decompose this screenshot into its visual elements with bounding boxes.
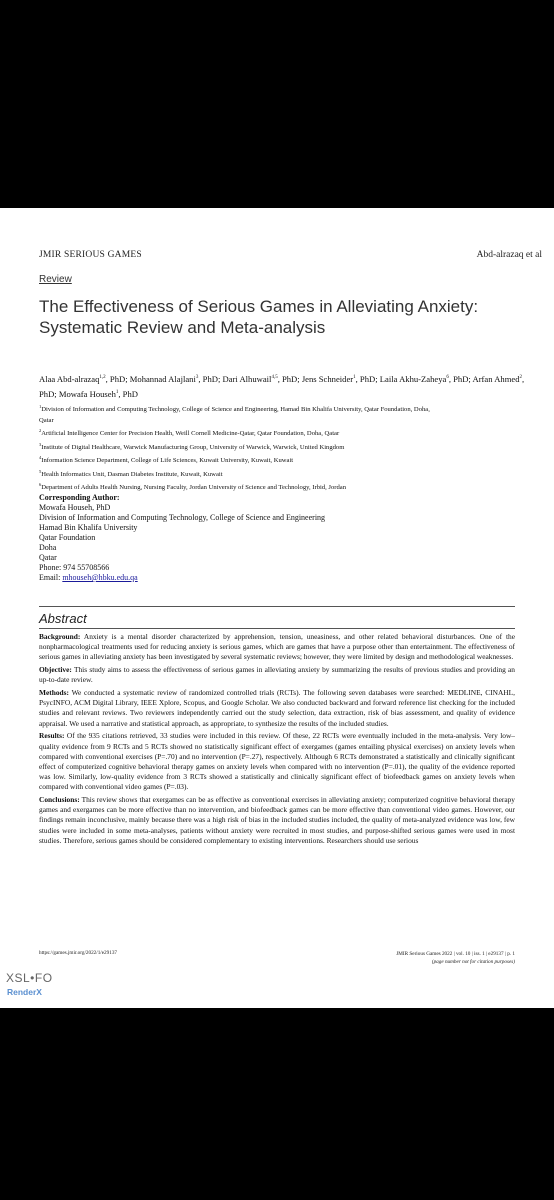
section-text: This review shows that exergames can be as effective as conventional exercises in alleviating anxiety; computerized cognitive behavioral therapy games and exergames can be more effective than no intervention, and biofeedback games can be more effective than conventional video games. However, our findings remain inconclusive, mainly because there was a high risk of bias in the included studies included, the quality of meta-analyzed evidence was low, few studies were included in some meta-analyses, patients without anxiety were recruited in most studies, and purpose-shifted serious games were used in most studies. Therefore, serious games should be considered complementary to existing interventions. Researchers should use serious xyxy=(39,795,515,845)
author-name: Jens Schneider xyxy=(301,374,354,384)
abstract-background xyxy=(39,632,515,663)
author-suffix: , PhD xyxy=(118,389,138,399)
section-label: Conclusions: xyxy=(39,795,80,805)
section-label: Background: xyxy=(39,632,81,641)
author-suffix: , PhD; xyxy=(39,374,525,399)
author-affil-sup: 1 xyxy=(115,390,119,395)
author-suffix: , PhD; xyxy=(355,374,380,384)
affiliation-list xyxy=(39,402,529,494)
abstract-top-rule xyxy=(39,606,515,607)
title-line-1: The Effectiveness of Serious Games in Alleviating Anxiety: xyxy=(39,297,479,316)
affiliation-item xyxy=(39,440,529,454)
author-affil-sup: 4,5 xyxy=(271,375,278,380)
corresponding-line: Doha xyxy=(39,543,57,552)
affiliation-item xyxy=(39,480,529,494)
affiliation-item xyxy=(39,453,529,467)
author-affil-sup: 1 xyxy=(353,375,356,380)
corresponding-line: Mowafa Househ, PhD xyxy=(39,503,111,512)
affiliation-text: Division of Information and Computing Technology, College of Science and Engineering, Hamad Bin Khalifa University, Qatar Foundation, Doha, xyxy=(41,406,430,413)
author-name: Laila Akhu-Zaheya xyxy=(379,374,447,384)
author-name: Arfan Ahmed xyxy=(472,374,520,384)
title-line-2: Systematic Review and Meta-analysis xyxy=(39,318,326,337)
affiliation-text: Institute of Digital Healthcare, Warwick Manufacturing Group, University of Warwick, Warwick, United Kingdom xyxy=(41,443,345,451)
author-name: Alaa Abd-alrazaq xyxy=(39,374,100,384)
article-title xyxy=(39,296,509,338)
affiliation-number: 3 xyxy=(39,441,42,447)
author-affil-sup: 1,2 xyxy=(99,375,106,380)
corresponding-line: Qatar xyxy=(39,553,57,562)
section-text: We conducted a systematic review of randomized controlled trials (RCTs). The following seven databases were searched: MEDLINE, CINAHL, PsycINFO, ACM Digital Library, IEEE Xplore, Scopus, and Google Scholar. We also conducted backward and forward reference list checking for the included studies and relevant reviews. Two reviewers independently carried out the study selection, data extraction, risk of bias assessment, and quality of evidence appraisal. We used a narrative and statistical approach, as appropriate, to synthesize the results of the included studies. xyxy=(39,688,515,728)
section-text: Anxiety is a mental disorder characterized by apprehension, tension, uneasiness, and other related behavioral disturbances. One of the nonpharmacological treatments used for reducing anxiety is serious games, which are games that have a purpose other than entertainment. The effectiveness of serious games in alleviating anxiety has been investigated by several systematic reviews; however, they were limited by design and methodological weaknesses. xyxy=(39,632,515,662)
author-list xyxy=(39,371,529,401)
footer-citation-block xyxy=(396,950,515,966)
abstract-body xyxy=(39,632,515,849)
section-label: Objective: xyxy=(39,665,72,675)
author-name: Mowafa Househ xyxy=(58,389,116,399)
corresponding-line: Phone: 974 55708566 xyxy=(39,563,110,572)
affiliation-number: 6 xyxy=(39,482,42,487)
email-link[interactable]: mhouseh@hbku.edu.qa xyxy=(62,573,138,582)
affiliation-text: Artificial Intelligence Center for Precision Health, Weill Cornell Medicine-Qatar, Qatar Foundation, Doha, Qatar xyxy=(41,430,340,437)
abstract-results xyxy=(39,731,515,792)
section-text: Of the 935 citations retrieved, 33 studies were included in this review. Of these, 22 RCTs were eventually included in the meta-analysis. Very low–quality evidence from 9 RCTs and 5 RCTs showed no statistically significant effect of exergames (games entailing physical exercises) on anxiety levels when compared with conventional exercises (P=.70) and no intervention (P=.27), respectively. Although 6 RCTs demonstrated a statistically and clinically significant effect of computerized cognitive behavioral therapy games on anxiety levels when compared with no intervention (P=.01), the quality of the evidence reported was low. Similarly, low-quality evidence from 3 RCTs showed a statistically and clinically significant effect of biofeedback games on anxiety levels when compared with conventional video games (P=.03). xyxy=(39,731,515,792)
author-suffix: , PhD; xyxy=(448,374,473,384)
corresponding-line: Hamad Bin Khalifa University xyxy=(39,523,138,532)
abstract-objective xyxy=(39,665,515,685)
affiliation-number: 2 xyxy=(39,428,42,433)
author-name: Dari Alhuwail xyxy=(222,374,272,384)
affiliation-number: 4 xyxy=(39,455,42,460)
author-affil-sup: 6 xyxy=(446,375,449,380)
email-label: Email: xyxy=(39,573,63,582)
abstract-methods xyxy=(39,688,515,729)
author-affil-sup: 2 xyxy=(519,375,522,380)
abstract-heading: Abstract xyxy=(39,611,87,626)
footer-note: (page number not for citation purposes) xyxy=(431,959,515,965)
affiliation-number: 5 xyxy=(39,468,42,474)
affiliation-item xyxy=(39,402,529,416)
affiliation-number: 1 xyxy=(39,404,42,409)
affiliation-text: Information Science Department, College of Life Sciences, Kuwait University, Kuwait, Kuwait xyxy=(41,457,294,464)
affiliation-item xyxy=(39,426,529,440)
document-page xyxy=(0,208,554,1008)
section-text: This study aims to assess the effectiveness of serious games in alleviating anxiety by summarizing the results of previous studies and providing an up-to-date review. xyxy=(39,665,516,685)
xslfo-watermark: XSL•FO xyxy=(6,971,53,985)
footer-url[interactable]: https://games.jmir.org/2022/1/e29137 xyxy=(39,950,118,956)
footer-citation: JMIR Serious Games 2022 | vol. 10 | iss. 1 | e29137 | p. 1 xyxy=(396,951,515,957)
article-type-link[interactable]: Review xyxy=(39,274,72,285)
abstract-heading-rule xyxy=(39,628,515,629)
email-line xyxy=(39,573,499,583)
affiliation-item-continued xyxy=(39,416,529,427)
renderx-watermark: RenderX xyxy=(7,987,42,997)
corresponding-author-block xyxy=(39,493,499,583)
author-affil-sup: 3 xyxy=(195,375,199,380)
author-suffix: , PhD; xyxy=(277,374,302,384)
corresponding-author-label: Corresponding Author: xyxy=(39,493,120,502)
affiliation-item xyxy=(39,467,529,481)
corresponding-line: Qatar Foundation xyxy=(39,533,96,542)
section-label: Results: xyxy=(39,731,65,741)
affiliation-text: Health Informatics Unit, Dasman Diabetes Institute, Kuwait, Kuwait xyxy=(41,470,223,478)
author-name: Mohannad Alajlani xyxy=(129,374,196,384)
author-suffix: , PhD; xyxy=(198,374,223,384)
affiliation-text: Department of Adults Health Nursing, Nursing Faculty, Jordan University of Science and Technology, Irbid, Jordan xyxy=(41,484,346,491)
journal-name: JMIR SERIOUS GAMES xyxy=(39,250,142,260)
running-author: Abd-alrazaq et al xyxy=(476,250,542,260)
corresponding-line: Division of Information and Computing Technology, College of Science and Engineering xyxy=(39,513,326,522)
affiliation-text: Qatar xyxy=(39,416,54,424)
section-label: Methods: xyxy=(39,688,69,698)
abstract-conclusions xyxy=(39,795,515,846)
author-suffix: , PhD; xyxy=(105,374,130,384)
